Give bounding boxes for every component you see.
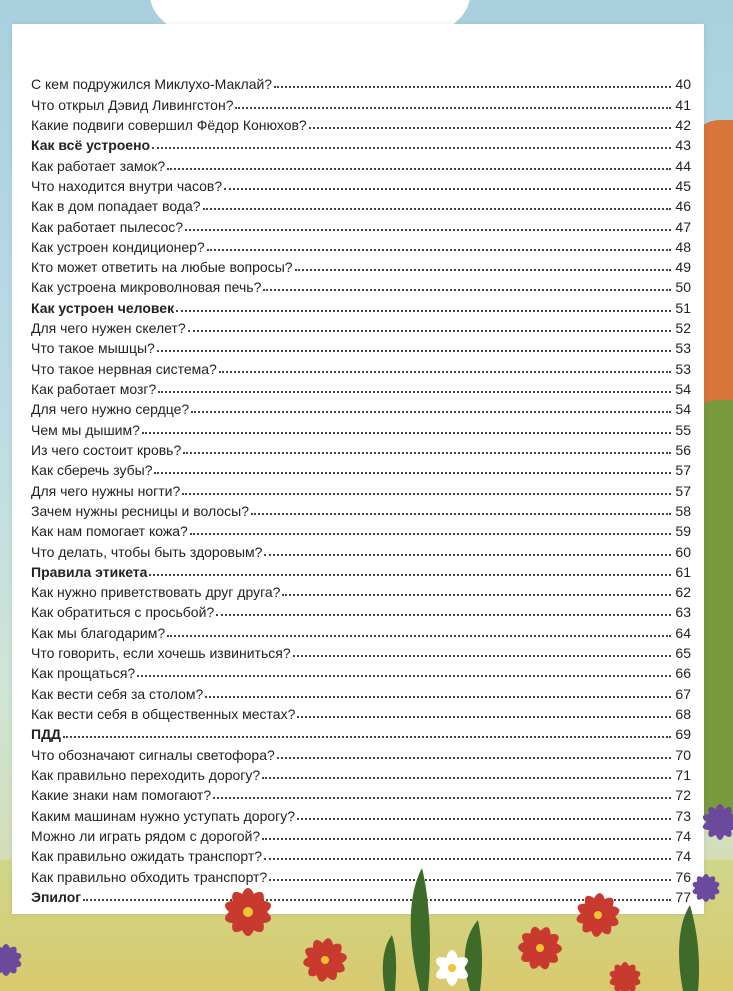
toc-entry xyxy=(31,72,691,92)
toc-entry-title: Как правильно переходить дорогу? xyxy=(31,766,261,783)
toc-entry xyxy=(31,702,691,722)
dot-leader xyxy=(277,757,671,759)
dot-leader xyxy=(235,107,671,109)
toc-entry xyxy=(31,92,691,112)
toc-entry-title: ПДД xyxy=(31,726,62,743)
toc-entry-title: Кто может ответить на любые вопросы? xyxy=(31,259,293,276)
toc-entry-title: Что открыл Дэвид Ливингстон? xyxy=(31,96,234,113)
toc-page-number: 52 xyxy=(675,320,691,337)
toc-page-number: 49 xyxy=(675,259,691,276)
toc-entry-title: Что говорить, если хочешь извиниться? xyxy=(31,645,291,662)
toc-page-number: 58 xyxy=(675,502,691,519)
dot-leader xyxy=(264,858,671,860)
toc-entry-title: Как вести себя в общественных местах? xyxy=(31,706,296,722)
dot-leader xyxy=(137,675,671,677)
toc-section-heading xyxy=(31,885,691,905)
dot-leader xyxy=(219,371,671,373)
toc-page-number: 76 xyxy=(675,868,691,885)
toc-entry xyxy=(31,377,691,397)
toc-page-number: 51 xyxy=(675,299,691,316)
dot-leader xyxy=(176,310,671,312)
toc-entry-title: Для чего нужно сердце? xyxy=(31,401,190,418)
dot-leader xyxy=(183,452,671,454)
dot-leader xyxy=(158,391,671,393)
toc-entry-title: Чем мы дышим? xyxy=(31,421,140,438)
toc-entry xyxy=(31,620,691,640)
toc-page-number: 57 xyxy=(675,462,691,479)
toc-page-number: 62 xyxy=(675,584,691,601)
toc-page-number: 71 xyxy=(675,766,691,783)
toc-entry-title: Как правильно обходить транспорт? xyxy=(31,868,268,885)
toc-entry xyxy=(31,803,691,823)
toc-entry xyxy=(31,417,691,437)
toc-entry-title: Как устроена микроволновая печь? xyxy=(31,279,262,296)
toc-entry-title: Как работает мозг? xyxy=(31,381,157,397)
toc-page-number: 60 xyxy=(675,543,691,560)
dot-leader xyxy=(142,432,671,434)
toc-entry-title: Что обозначают сигналы светофора? xyxy=(31,746,275,763)
toc-entry-title: Какие подвиги совершил Фёдор Конюхов? xyxy=(31,116,307,133)
toc-page-number: 47 xyxy=(675,218,691,235)
toc-page-number: 65 xyxy=(675,645,691,662)
toc-page-number: 57 xyxy=(675,482,691,499)
toc-page-number: 44 xyxy=(675,157,691,174)
toc-entry xyxy=(31,397,691,417)
toc-entry xyxy=(31,458,691,478)
dot-leader xyxy=(190,533,671,535)
toc-page-number: 61 xyxy=(675,563,691,580)
toc-page-number: 77 xyxy=(675,888,691,905)
toc-entry-title: Можно ли играть рядом с дорогой? xyxy=(31,827,261,844)
toc-section-heading xyxy=(31,722,691,742)
toc-page-number: 64 xyxy=(675,624,691,641)
toc-entry-title: Для чего нужны ногти? xyxy=(31,482,181,499)
toc-page-number: 54 xyxy=(675,381,691,397)
toc-entry xyxy=(31,438,691,458)
dot-leader xyxy=(295,269,671,271)
toc-entry-title: Как всё устроено xyxy=(31,137,151,154)
dot-leader xyxy=(293,655,671,657)
toc-entry xyxy=(31,235,691,255)
toc-entry-title: Что находится внутри часов? xyxy=(31,177,223,194)
dot-leader xyxy=(269,879,671,881)
toc-page-number: 70 xyxy=(675,746,691,763)
table-of-contents-page xyxy=(12,24,704,914)
toc-page-number: 40 xyxy=(675,76,691,93)
toc-section-heading xyxy=(31,133,691,153)
toc-entry-title: Для чего нужен скелет? xyxy=(31,320,186,337)
toc-entry xyxy=(31,194,691,214)
toc-entry xyxy=(31,641,691,661)
dot-leader xyxy=(185,229,671,231)
dot-leader xyxy=(191,411,671,413)
toc-page-number: 72 xyxy=(675,787,691,804)
toc-page-number: 41 xyxy=(675,96,691,113)
dot-leader xyxy=(216,614,671,616)
toc-page-number: 53 xyxy=(675,360,691,377)
dot-leader xyxy=(188,330,671,332)
toc-entry xyxy=(31,153,691,173)
dot-leader xyxy=(264,554,671,556)
dot-leader xyxy=(213,797,671,799)
toc-page-number: 42 xyxy=(675,116,691,133)
toc-page-number: 74 xyxy=(675,848,691,865)
toc-entry xyxy=(31,783,691,803)
dot-leader xyxy=(282,594,671,596)
dot-leader xyxy=(167,635,671,637)
toc-entry-title: Что делать, чтобы быть здоровым? xyxy=(31,543,263,560)
toc-page-number: 43 xyxy=(675,137,691,154)
toc-entry-title: Как вести себя за столом? xyxy=(31,685,204,702)
toc-entry-title: Как нужно приветствовать друг друга? xyxy=(31,584,281,601)
dot-leader xyxy=(149,574,671,576)
toc-entry-title: Как нам помогает кожа? xyxy=(31,523,188,540)
dot-leader xyxy=(63,736,671,738)
toc-entry xyxy=(31,661,691,681)
toc-entry xyxy=(31,499,691,519)
dot-leader xyxy=(251,513,671,515)
toc-entry xyxy=(31,519,691,539)
dot-leader xyxy=(157,350,671,352)
toc-page-number: 55 xyxy=(675,421,691,438)
toc-page-number: 53 xyxy=(675,340,691,357)
dot-leader xyxy=(182,493,671,495)
toc-entry xyxy=(31,316,691,336)
toc-entry xyxy=(31,824,691,844)
toc-page-number: 67 xyxy=(675,685,691,702)
dot-leader xyxy=(297,818,671,820)
toc-entry-title: Как прощаться? xyxy=(31,665,136,682)
toc-page-number: 66 xyxy=(675,665,691,682)
table-of-contents xyxy=(31,72,691,905)
toc-section-heading xyxy=(31,295,691,315)
toc-entry xyxy=(31,681,691,701)
toc-entry-title: Как работает пылесос? xyxy=(31,218,184,235)
dot-leader xyxy=(274,86,671,88)
toc-entry-title: Правила этикета xyxy=(31,563,148,580)
toc-entry-title: Как правильно ожидать транспорт? xyxy=(31,848,263,865)
toc-entry-title: Из чего состоит кровь? xyxy=(31,441,182,458)
toc-page-number: 69 xyxy=(675,726,691,743)
dot-leader xyxy=(263,289,671,291)
toc-entry-title: Как сберечь зубы? xyxy=(31,462,153,479)
toc-section-heading xyxy=(31,560,691,580)
dot-leader xyxy=(83,899,671,901)
dot-leader xyxy=(167,168,671,170)
toc-entry-title: Как обратиться с просьбой? xyxy=(31,604,215,621)
toc-entry-title: Что такое мышцы? xyxy=(31,340,155,357)
dot-leader xyxy=(262,838,671,840)
dot-leader xyxy=(203,208,671,210)
toc-entry-title: Как мы благодарим? xyxy=(31,624,166,641)
toc-entry xyxy=(31,844,691,864)
toc-entry xyxy=(31,580,691,600)
toc-entry-title: Как устроен человек xyxy=(31,299,175,316)
toc-entry xyxy=(31,356,691,376)
toc-entry xyxy=(31,113,691,133)
dot-leader xyxy=(262,777,671,779)
dot-leader xyxy=(154,472,671,474)
toc-entry xyxy=(31,478,691,498)
toc-entry-title: Как работает замок? xyxy=(31,157,166,174)
dot-leader xyxy=(309,127,671,129)
toc-page-number: 59 xyxy=(675,523,691,540)
toc-entry-title: Как устроен кондиционер? xyxy=(31,238,205,255)
toc-entry-title: Зачем нужны ресницы и волосы? xyxy=(31,502,249,519)
toc-entry xyxy=(31,255,691,275)
toc-page-number: 54 xyxy=(675,401,691,418)
toc-entry xyxy=(31,763,691,783)
toc-entry-title: Эпилог xyxy=(31,888,82,905)
toc-entry-title: Каким машинам нужно уступать дорогу? xyxy=(31,807,296,824)
toc-page-number: 56 xyxy=(675,441,691,458)
toc-page-number: 46 xyxy=(675,198,691,215)
dot-leader xyxy=(297,716,671,718)
toc-entry xyxy=(31,600,691,620)
toc-entry xyxy=(31,214,691,234)
toc-page-number: 48 xyxy=(675,238,691,255)
toc-entry-title: Как в дом попадает вода? xyxy=(31,198,201,215)
toc-page-number: 74 xyxy=(675,827,691,844)
toc-entry-title: Какие знаки нам помогают? xyxy=(31,787,212,804)
toc-entry xyxy=(31,174,691,194)
toc-entry xyxy=(31,864,691,884)
toc-page-number: 73 xyxy=(675,807,691,824)
dot-leader xyxy=(205,696,671,698)
toc-entry-title: Что такое нервная система? xyxy=(31,360,217,377)
dot-leader xyxy=(152,147,671,149)
dot-leader xyxy=(224,188,671,190)
toc-entry xyxy=(31,275,691,295)
toc-page-number: 68 xyxy=(675,706,691,722)
toc-page-number: 50 xyxy=(675,279,691,296)
toc-entry xyxy=(31,539,691,559)
toc-entry xyxy=(31,336,691,356)
dot-leader xyxy=(207,249,671,251)
toc-page-number: 45 xyxy=(675,177,691,194)
toc-entry xyxy=(31,742,691,762)
toc-page-number: 63 xyxy=(675,604,691,621)
toc-entry-title: С кем подружился Миклухо-Маклай? xyxy=(31,76,273,93)
